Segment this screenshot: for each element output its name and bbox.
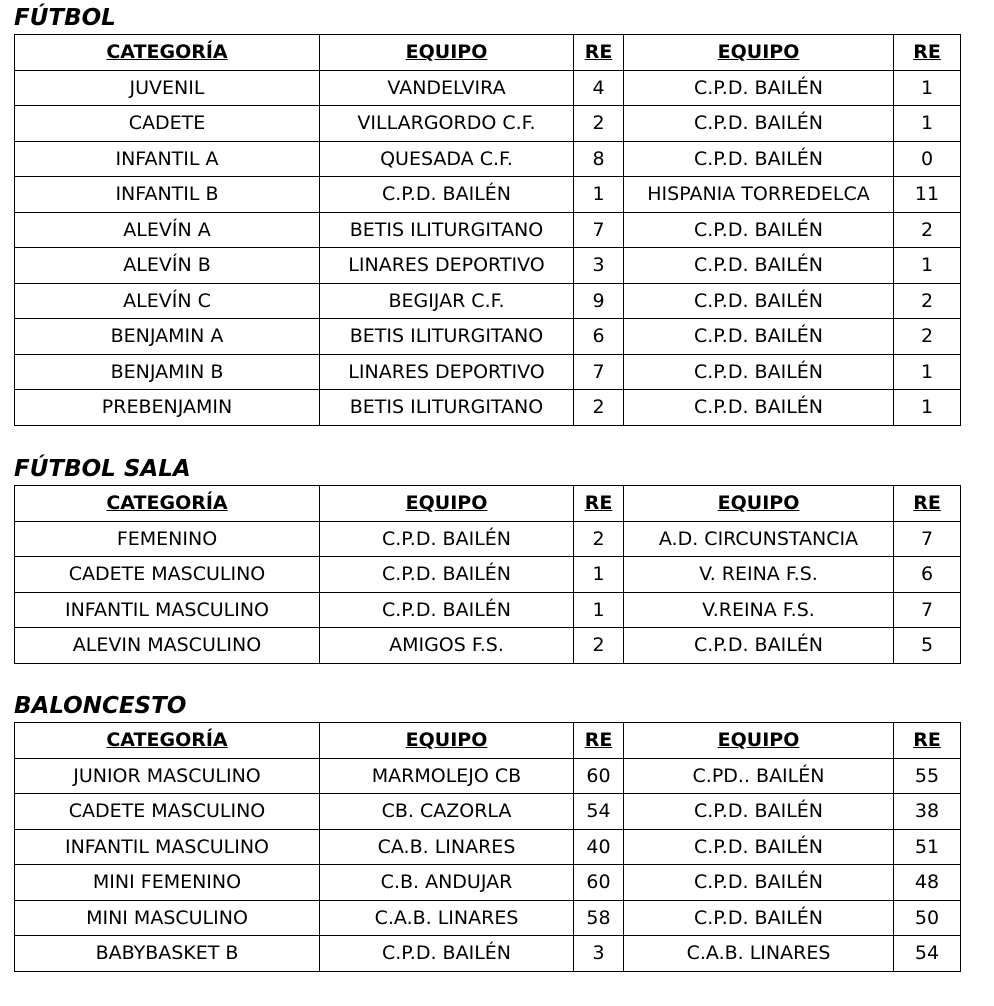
header-re-home: RE: [574, 723, 624, 759]
header-equipo-home: EQUIPO: [320, 35, 574, 71]
cell-re-home: 6: [574, 319, 624, 355]
results-table: [14, 485, 961, 664]
table-row: [15, 557, 961, 593]
table-row: [15, 106, 961, 142]
header-equipo-home: EQUIPO: [320, 723, 574, 759]
table-row: [15, 212, 961, 248]
header-categoria: CATEGORÍA: [15, 35, 320, 71]
header-categoria: CATEGORÍA: [15, 723, 320, 759]
cell-categoria: BABYBASKET B: [15, 936, 320, 972]
header-categoria: CATEGORÍA: [15, 486, 320, 522]
cell-re-home: 60: [574, 758, 624, 794]
cell-re-away: 6: [894, 557, 961, 593]
cell-equipo-away: C.P.D. BAILÉN: [624, 248, 894, 284]
cell-re-away: 1: [894, 248, 961, 284]
cell-re-home: 2: [574, 628, 624, 664]
cell-re-away: 1: [894, 106, 961, 142]
cell-re-away: 55: [894, 758, 961, 794]
cell-re-home: 3: [574, 248, 624, 284]
cell-re-away: 2: [894, 212, 961, 248]
table-row: [15, 141, 961, 177]
cell-equipo-away: C.P.D. BAILÉN: [624, 829, 894, 865]
header-re-home: RE: [574, 35, 624, 71]
cell-re-away: 0: [894, 141, 961, 177]
cell-equipo-home: BEGIJAR C.F.: [320, 283, 574, 319]
cell-equipo-away: C.A.B. LINARES: [624, 936, 894, 972]
table-row: [15, 319, 961, 355]
cell-re-home: 60: [574, 865, 624, 901]
cell-re-away: 1: [894, 390, 961, 426]
cell-re-away: 1: [894, 354, 961, 390]
cell-equipo-home: BETIS ILITURGITANO: [320, 319, 574, 355]
cell-re-away: 48: [894, 865, 961, 901]
cell-re-away: 2: [894, 319, 961, 355]
cell-equipo-home: C.P.D. BAILÉN: [320, 177, 574, 213]
cell-equipo-home: C.P.D. BAILÉN: [320, 592, 574, 628]
cell-re-away: 7: [894, 521, 961, 557]
cell-re-home: 54: [574, 794, 624, 830]
header-equipo-away: EQUIPO: [624, 723, 894, 759]
cell-re-away: 38: [894, 794, 961, 830]
cell-equipo-away: C.P.D. BAILÉN: [624, 283, 894, 319]
cell-equipo-away: V.REINA F.S.: [624, 592, 894, 628]
table-row: [15, 177, 961, 213]
cell-categoria: MINI FEMENINO: [15, 865, 320, 901]
cell-equipo-home: LINARES DEPORTIVO: [320, 248, 574, 284]
table-row: [15, 628, 961, 664]
cell-re-home: 40: [574, 829, 624, 865]
table-row: [15, 592, 961, 628]
cell-equipo-home: CB. CAZORLA: [320, 794, 574, 830]
header-re-away: RE: [894, 35, 961, 71]
cell-equipo-away: C.P.D. BAILÉN: [624, 865, 894, 901]
cell-equipo-home: VANDELVIRA: [320, 70, 574, 106]
results-table: [14, 722, 961, 972]
cell-equipo-home: MARMOLEJO CB: [320, 758, 574, 794]
cell-categoria: ALEVÍN C: [15, 283, 320, 319]
cell-categoria: JUVENIL: [15, 70, 320, 106]
cell-categoria: INFANTIL MASCULINO: [15, 592, 320, 628]
cell-equipo-away: C.P.D. BAILÉN: [624, 212, 894, 248]
table-row: [15, 390, 961, 426]
cell-re-home: 4: [574, 70, 624, 106]
cell-equipo-away: C.P.D. BAILÉN: [624, 354, 894, 390]
cell-equipo-away: C.P.D. BAILÉN: [624, 70, 894, 106]
cell-equipo-home: LINARES DEPORTIVO: [320, 354, 574, 390]
cell-re-away: 7: [894, 592, 961, 628]
cell-equipo-away: C.P.D. BAILÉN: [624, 628, 894, 664]
cell-equipo-away: A.D. CIRCUNSTANCIA: [624, 521, 894, 557]
section-title: FÚTBOL: [14, 5, 116, 31]
cell-equipo-home: C.A.B. LINARES: [320, 900, 574, 936]
section-title: BALONCESTO: [14, 693, 187, 719]
cell-re-away: 5: [894, 628, 961, 664]
cell-equipo-away: C.P.D. BAILÉN: [624, 141, 894, 177]
cell-equipo-home: VILLARGORDO C.F.: [320, 106, 574, 142]
section-title: FÚTBOL SALA: [14, 456, 191, 482]
cell-categoria: INFANTIL MASCULINO: [15, 829, 320, 865]
cell-re-home: 1: [574, 177, 624, 213]
header-equipo-home: EQUIPO: [320, 486, 574, 522]
cell-categoria: INFANTIL A: [15, 141, 320, 177]
cell-equipo-away: C.P.D. BAILÉN: [624, 900, 894, 936]
cell-re-home: 7: [574, 354, 624, 390]
cell-equipo-home: CA.B. LINARES: [320, 829, 574, 865]
table-row: [15, 829, 961, 865]
cell-re-away: 2: [894, 283, 961, 319]
cell-equipo-away: C.P.D. BAILÉN: [624, 106, 894, 142]
cell-categoria: ALEVÍN B: [15, 248, 320, 284]
cell-categoria: FEMENINO: [15, 521, 320, 557]
table-row: [15, 794, 961, 830]
cell-categoria: CADETE MASCULINO: [15, 794, 320, 830]
cell-re-home: 7: [574, 212, 624, 248]
table-row: [15, 900, 961, 936]
table-row: [15, 354, 961, 390]
cell-re-away: 50: [894, 900, 961, 936]
cell-categoria: BENJAMIN A: [15, 319, 320, 355]
cell-equipo-away: C.P.D. BAILÉN: [624, 794, 894, 830]
cell-re-home: 9: [574, 283, 624, 319]
cell-equipo-home: C.P.D. BAILÉN: [320, 521, 574, 557]
cell-equipo-home: C.B. ANDUJAR: [320, 865, 574, 901]
cell-categoria: ALEVIN MASCULINO: [15, 628, 320, 664]
results-table: [14, 34, 961, 426]
cell-equipo-home: BETIS ILITURGITANO: [320, 390, 574, 426]
cell-equipo-away: HISPANIA TORREDELCA: [624, 177, 894, 213]
cell-equipo-home: BETIS ILITURGITANO: [320, 212, 574, 248]
cell-equipo-home: QUESADA C.F.: [320, 141, 574, 177]
cell-re-home: 2: [574, 390, 624, 426]
cell-re-home: 1: [574, 557, 624, 593]
cell-re-away: 11: [894, 177, 961, 213]
cell-re-away: 51: [894, 829, 961, 865]
header-re-away: RE: [894, 486, 961, 522]
cell-re-away: 1: [894, 70, 961, 106]
cell-categoria: BENJAMIN B: [15, 354, 320, 390]
header-equipo-away: EQUIPO: [624, 35, 894, 71]
table-header-row: [15, 723, 961, 759]
cell-categoria: JUNIOR MASCULINO: [15, 758, 320, 794]
table-row: [15, 865, 961, 901]
cell-equipo-away: V. REINA F.S.: [624, 557, 894, 593]
table-header-row: [15, 486, 961, 522]
table-header-row: [15, 35, 961, 71]
header-re-home: RE: [574, 486, 624, 522]
cell-categoria: CADETE: [15, 106, 320, 142]
cell-re-home: 3: [574, 936, 624, 972]
table-row: [15, 70, 961, 106]
cell-equipo-home: C.P.D. BAILÉN: [320, 936, 574, 972]
cell-categoria: PREBENJAMIN: [15, 390, 320, 426]
cell-categoria: INFANTIL B: [15, 177, 320, 213]
header-re-away: RE: [894, 723, 961, 759]
cell-re-home: 58: [574, 900, 624, 936]
cell-categoria: ALEVÍN A: [15, 212, 320, 248]
cell-equipo-away: C.P.D. BAILÉN: [624, 319, 894, 355]
cell-equipo-home: AMIGOS F.S.: [320, 628, 574, 664]
cell-equipo-away: C.P.D. BAILÉN: [624, 390, 894, 426]
cell-categoria: CADETE MASCULINO: [15, 557, 320, 593]
header-equipo-away: EQUIPO: [624, 486, 894, 522]
table-row: [15, 936, 961, 972]
table-row: [15, 521, 961, 557]
table-row: [15, 758, 961, 794]
table-row: [15, 248, 961, 284]
cell-equipo-away: C.PD.. BAILÉN: [624, 758, 894, 794]
cell-categoria: MINI MASCULINO: [15, 900, 320, 936]
cell-re-home: 1: [574, 592, 624, 628]
cell-re-home: 2: [574, 106, 624, 142]
cell-equipo-home: C.P.D. BAILÉN: [320, 557, 574, 593]
cell-re-home: 2: [574, 521, 624, 557]
cell-re-away: 54: [894, 936, 961, 972]
table-row: [15, 283, 961, 319]
cell-re-home: 8: [574, 141, 624, 177]
